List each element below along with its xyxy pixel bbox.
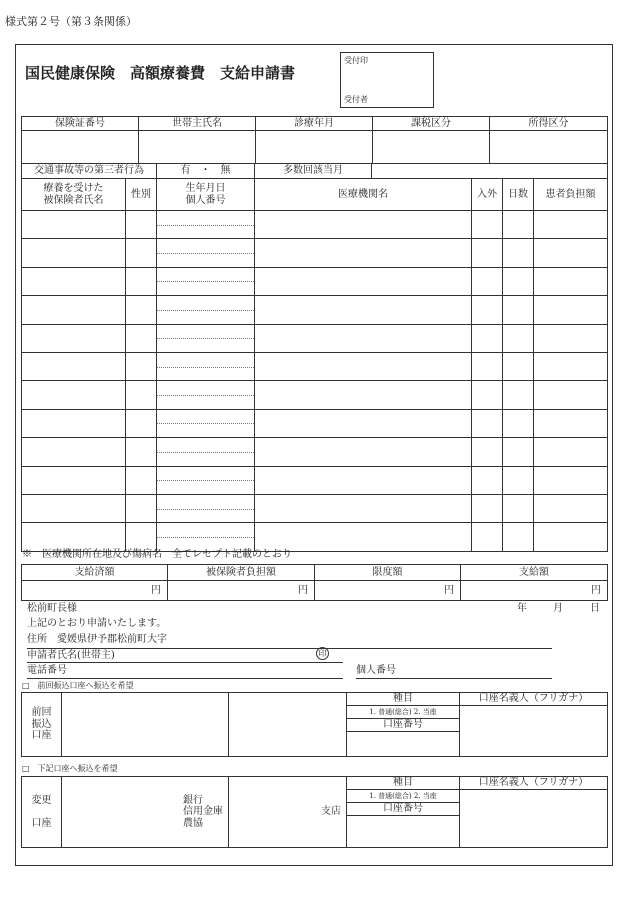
- phone-label: 電話番号: [27, 665, 67, 676]
- dob-divider: [157, 225, 254, 226]
- sex-cell[interactable]: [126, 409, 157, 437]
- agri-label: 農協: [183, 817, 203, 829]
- receipt-stamp-label: 受付印: [344, 56, 368, 65]
- burden-cell[interactable]: [534, 438, 608, 466]
- multiple-month-field[interactable]: [372, 164, 608, 179]
- detail-row: [22, 409, 608, 437]
- patient-name-cell[interactable]: [22, 296, 126, 324]
- days-cell[interactable]: [503, 523, 534, 551]
- detail-row: [22, 438, 608, 466]
- new-holder-header: 口座名義人（フリガナ）: [460, 777, 608, 790]
- new-account-label-2: 口座: [31, 817, 52, 829]
- dob-divider: [157, 452, 254, 453]
- burden-cell[interactable]: [534, 381, 608, 409]
- burden-header: 患者負担額: [534, 179, 608, 211]
- paid-yen: 円: [151, 584, 161, 596]
- payment-field[interactable]: [461, 581, 608, 601]
- sex-cell[interactable]: [126, 296, 157, 324]
- limit-yen: 円: [444, 584, 454, 596]
- in-out-cell[interactable]: [472, 324, 503, 352]
- detail-row: [22, 211, 608, 239]
- dob-cell[interactable]: [157, 239, 255, 267]
- third-party-label: 交通事故等の第三者行為: [22, 164, 157, 179]
- patient-name-cell[interactable]: [22, 409, 126, 437]
- prev-account-checkbox[interactable]: □ 前回振込口座へ振込を希望: [22, 681, 134, 690]
- detail-table: [21, 178, 608, 552]
- in-out-cell[interactable]: [472, 409, 503, 437]
- dob-divider: [157, 480, 254, 481]
- detail-row: [22, 381, 608, 409]
- burden-cell[interactable]: [534, 211, 608, 239]
- patient-name-cell[interactable]: [22, 438, 126, 466]
- householder-header: 世帯主氏名: [139, 117, 256, 131]
- new-account-label-1: 変更: [31, 794, 52, 806]
- days-cell[interactable]: [503, 211, 534, 239]
- dob-cell[interactable]: [157, 352, 255, 380]
- tax-class-header: 課税区分: [373, 117, 490, 131]
- receipt-box: [340, 52, 434, 108]
- burden-cell[interactable]: [534, 494, 608, 522]
- days-cell[interactable]: [503, 239, 534, 267]
- institution-cell[interactable]: [255, 381, 472, 409]
- dob-divider: [157, 509, 254, 510]
- days-cell[interactable]: [503, 494, 534, 522]
- dob-header-label: 生年月日: [185, 183, 226, 194]
- detail-row: [22, 494, 608, 522]
- tax-class-field[interactable]: [373, 131, 490, 164]
- institution-header: 医療機関名: [255, 179, 472, 211]
- income-class-field[interactable]: [490, 131, 608, 164]
- prev-type-header: 種目: [347, 693, 460, 706]
- dob-cell[interactable]: [157, 381, 255, 409]
- request-text: 上記のとおり申請いたします。: [27, 618, 167, 629]
- patient-name-cell[interactable]: [22, 324, 126, 352]
- dob-cell[interactable]: [157, 409, 255, 437]
- dob-cell[interactable]: [157, 324, 255, 352]
- in-out-cell[interactable]: [472, 381, 503, 409]
- sex-cell[interactable]: [126, 211, 157, 239]
- sex-cell[interactable]: [126, 352, 157, 380]
- burden-cell[interactable]: [534, 296, 608, 324]
- days-cell[interactable]: [503, 409, 534, 437]
- days-cell[interactable]: [503, 267, 534, 295]
- patient-header-line2: 被保険者氏名: [43, 194, 104, 206]
- dob-cell[interactable]: [157, 296, 255, 324]
- detail-row: [22, 239, 608, 267]
- new-branch-field[interactable]: [229, 777, 347, 848]
- days-cell[interactable]: [503, 352, 534, 380]
- prev-branch-field[interactable]: [229, 693, 347, 757]
- new-account-checkbox[interactable]: □ 下記口座へ振込を希望: [22, 764, 118, 773]
- addressee: 松前町長様: [27, 603, 77, 614]
- burden-cell[interactable]: [534, 352, 608, 380]
- prev-number-header: 口座番号: [347, 719, 460, 732]
- patient-name-cell[interactable]: [22, 523, 126, 551]
- sex-cell[interactable]: [126, 324, 157, 352]
- seal-mark: 印: [316, 647, 329, 660]
- date-month: 月: [553, 603, 563, 614]
- in-out-header: 入外: [472, 179, 503, 211]
- new-type-header: 種目: [347, 777, 460, 790]
- institution-cell[interactable]: [255, 352, 472, 380]
- dob-header: [157, 179, 255, 211]
- dob-cell[interactable]: [157, 438, 255, 466]
- in-out-cell[interactable]: [472, 211, 503, 239]
- in-out-cell[interactable]: [472, 239, 503, 267]
- limit-header: 限度額: [315, 565, 461, 581]
- paid-field[interactable]: [22, 581, 168, 601]
- in-out-cell[interactable]: [472, 267, 503, 295]
- in-out-cell[interactable]: [472, 438, 503, 466]
- institution-cell[interactable]: [255, 466, 472, 494]
- institution-cell[interactable]: [255, 523, 472, 551]
- institution-cell[interactable]: [255, 267, 472, 295]
- personal-number-line[interactable]: [356, 678, 552, 679]
- dob-divider: [157, 367, 254, 368]
- dob-divider: [157, 338, 254, 339]
- patient-name-cell[interactable]: [22, 494, 126, 522]
- prev-holder-header: 口座名義人（フリガナ）: [460, 693, 608, 706]
- new-type-options[interactable]: 1. 普通(総合) 2. 当座: [347, 790, 460, 803]
- patient-name-cell[interactable]: [22, 211, 126, 239]
- sex-cell[interactable]: [126, 381, 157, 409]
- dob-cell[interactable]: [157, 466, 255, 494]
- new-account-table: [21, 776, 608, 848]
- new-holder-field[interactable]: [460, 790, 608, 848]
- sex-cell[interactable]: [126, 466, 157, 494]
- dob-divider: [157, 281, 254, 282]
- prev-account-label-3: 口座: [31, 730, 52, 742]
- limit-field[interactable]: [315, 581, 461, 601]
- prev-account-label: [22, 693, 62, 757]
- insured-burden-field[interactable]: [168, 581, 315, 601]
- location-note: ※ 医療機関所在地及び傷病名 全てレセプト記載のとおり: [22, 549, 292, 560]
- third-party-table: [21, 163, 608, 179]
- sex-cell[interactable]: [126, 523, 157, 551]
- dob-divider: [157, 310, 254, 311]
- payment-yen: 円: [591, 584, 601, 596]
- institution-cell[interactable]: [255, 438, 472, 466]
- address-label: 住所 愛媛県伊予郡松前町大字: [27, 634, 167, 645]
- form-title: 国民健康保険 高額療養費 支給申請書: [25, 64, 296, 82]
- bank-label: 銀行: [183, 794, 203, 806]
- burden-cell[interactable]: [534, 409, 608, 437]
- new-account-label: [22, 777, 62, 848]
- treatment-month-field[interactable]: [256, 131, 373, 164]
- address-line[interactable]: [27, 648, 552, 649]
- days-cell[interactable]: [503, 381, 534, 409]
- sex-cell[interactable]: [126, 267, 157, 295]
- in-out-cell[interactable]: [472, 296, 503, 324]
- patient-name-cell[interactable]: [22, 239, 126, 267]
- patient-name-cell[interactable]: [22, 466, 126, 494]
- dob-cell[interactable]: [157, 494, 255, 522]
- sex-cell[interactable]: [126, 239, 157, 267]
- new-bank-field[interactable]: [62, 777, 229, 848]
- applicant-line[interactable]: [27, 662, 343, 663]
- personal-number-label: 個人番号: [356, 665, 396, 676]
- burden-cell[interactable]: [534, 239, 608, 267]
- patient-name-cell[interactable]: [22, 381, 126, 409]
- burden-cell[interactable]: [534, 324, 608, 352]
- date-day: 日: [590, 603, 600, 614]
- summary-table: [21, 564, 608, 601]
- detail-row: [22, 296, 608, 324]
- header-table: [21, 116, 608, 164]
- payment-header: 支給額: [461, 565, 608, 581]
- dob-divider: [157, 537, 254, 538]
- prev-type-options[interactable]: 1. 普通(総合) 2. 当座: [347, 706, 460, 719]
- institution-cell[interactable]: [255, 296, 472, 324]
- new-number-field[interactable]: [347, 816, 460, 848]
- treatment-month-header: 診療年月: [256, 117, 373, 131]
- in-out-cell[interactable]: [472, 352, 503, 380]
- dob-cell[interactable]: [157, 523, 255, 551]
- new-number-header: 口座番号: [347, 803, 460, 816]
- patient-header-line1: 療養を受けた: [43, 183, 104, 194]
- sex-cell[interactable]: [126, 494, 157, 522]
- dob-cell[interactable]: [157, 267, 255, 295]
- prev-account-label-2: 振込: [31, 718, 52, 730]
- phone-line[interactable]: [27, 678, 343, 679]
- in-out-cell[interactable]: [472, 466, 503, 494]
- institution-cell[interactable]: [255, 324, 472, 352]
- form-number: 様式第２号（第３条関係）: [5, 15, 137, 28]
- credit-label: 信用金庫: [183, 806, 223, 818]
- in-out-cell[interactable]: [472, 523, 503, 551]
- third-party-choice[interactable]: 有 ・ 無: [157, 164, 255, 179]
- patient-name-cell[interactable]: [22, 352, 126, 380]
- days-cell[interactable]: [503, 438, 534, 466]
- burden-cell[interactable]: [534, 466, 608, 494]
- sex-header: 性別: [126, 179, 157, 211]
- prev-account-table: [21, 692, 608, 757]
- burden-cell[interactable]: [534, 267, 608, 295]
- insured-burden-header: 被保険者負担額: [168, 565, 315, 581]
- days-header: 日数: [503, 179, 534, 211]
- prev-number-field[interactable]: [347, 732, 460, 757]
- burden-cell[interactable]: [534, 523, 608, 551]
- date-year: 年: [517, 603, 527, 614]
- multiple-month-label: 多数回該当月: [255, 164, 372, 179]
- dob-divider: [157, 395, 254, 396]
- receipt-person-label: 受付者: [344, 95, 368, 104]
- detail-row: [22, 267, 608, 295]
- dob-cell[interactable]: [157, 211, 255, 239]
- paid-header: 支給済額: [22, 565, 168, 581]
- institution-cell[interactable]: [255, 494, 472, 522]
- days-cell[interactable]: [503, 296, 534, 324]
- income-class-header: 所得区分: [490, 117, 608, 131]
- detail-row: [22, 352, 608, 380]
- dob-divider: [157, 423, 254, 424]
- institution-cell[interactable]: [255, 239, 472, 267]
- sex-cell[interactable]: [126, 438, 157, 466]
- institution-cell[interactable]: [255, 409, 472, 437]
- householder-field[interactable]: [139, 131, 256, 164]
- patient-name-cell[interactable]: [22, 267, 126, 295]
- in-out-cell[interactable]: [472, 494, 503, 522]
- prev-account-label-1: 前回: [31, 707, 52, 719]
- insurance-no-field[interactable]: [22, 131, 139, 164]
- insurance-no-header: 保険証番号: [22, 117, 139, 131]
- personal-no-header: 個人番号: [185, 194, 226, 206]
- insured-burden-yen: 円: [298, 584, 308, 596]
- detail-row: [22, 466, 608, 494]
- days-cell[interactable]: [503, 466, 534, 494]
- days-cell[interactable]: [503, 324, 534, 352]
- patient-header: [22, 179, 126, 211]
- applicant-label: 申請者氏名(世帯主): [27, 650, 115, 661]
- detail-row: [22, 523, 608, 551]
- detail-row: [22, 324, 608, 352]
- prev-holder-field[interactable]: [460, 706, 608, 757]
- prev-bank-field[interactable]: [62, 693, 229, 757]
- branch-label: 支店: [321, 806, 341, 818]
- dob-divider: [157, 253, 254, 254]
- institution-cell[interactable]: [255, 211, 472, 239]
